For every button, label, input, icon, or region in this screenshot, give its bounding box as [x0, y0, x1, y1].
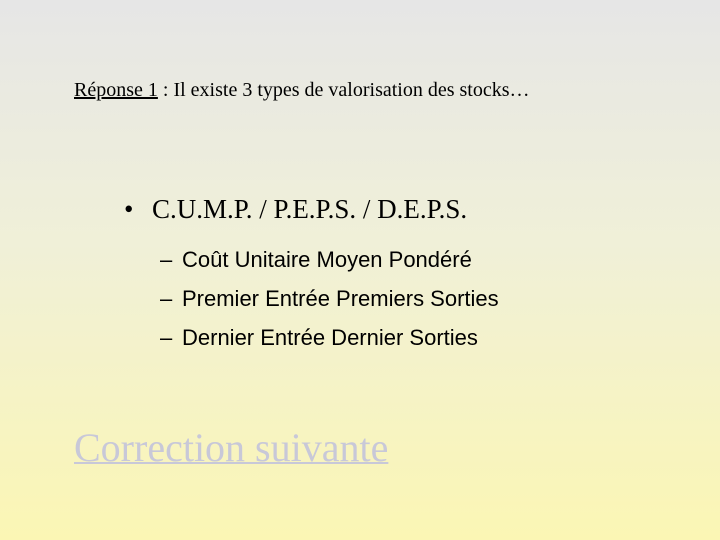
dash-glyph: –: [160, 247, 173, 272]
dash-glyph: –: [160, 286, 173, 311]
next-correction-link[interactable]: Correction suivante: [74, 425, 389, 470]
sub-item-peps: [160, 279, 499, 318]
answer-label: Réponse 1: [74, 79, 158, 101]
sub-item-label: Coût Unitaire Moyen Pondéré: [182, 247, 472, 272]
answer-separator: :: [157, 79, 174, 101]
sub-item-list: [160, 240, 499, 357]
answer-text: Il existe 3 types de valorisation des stocks…: [173, 79, 530, 101]
sub-item-cump: [160, 240, 499, 279]
main-bullet: [124, 194, 467, 225]
dash-glyph: –: [160, 325, 173, 350]
bullet-text: C.U.M.P. / P.E.P.S. / D.E.P.S.: [152, 194, 468, 224]
sub-item-label: Dernier Entrée Dernier Sorties: [182, 325, 478, 350]
sub-item-label: Premier Entrée Premiers Sorties: [182, 286, 499, 311]
answer-heading: [74, 79, 530, 102]
bullet-glyph: •: [124, 194, 134, 224]
sub-item-deps: [160, 318, 499, 357]
